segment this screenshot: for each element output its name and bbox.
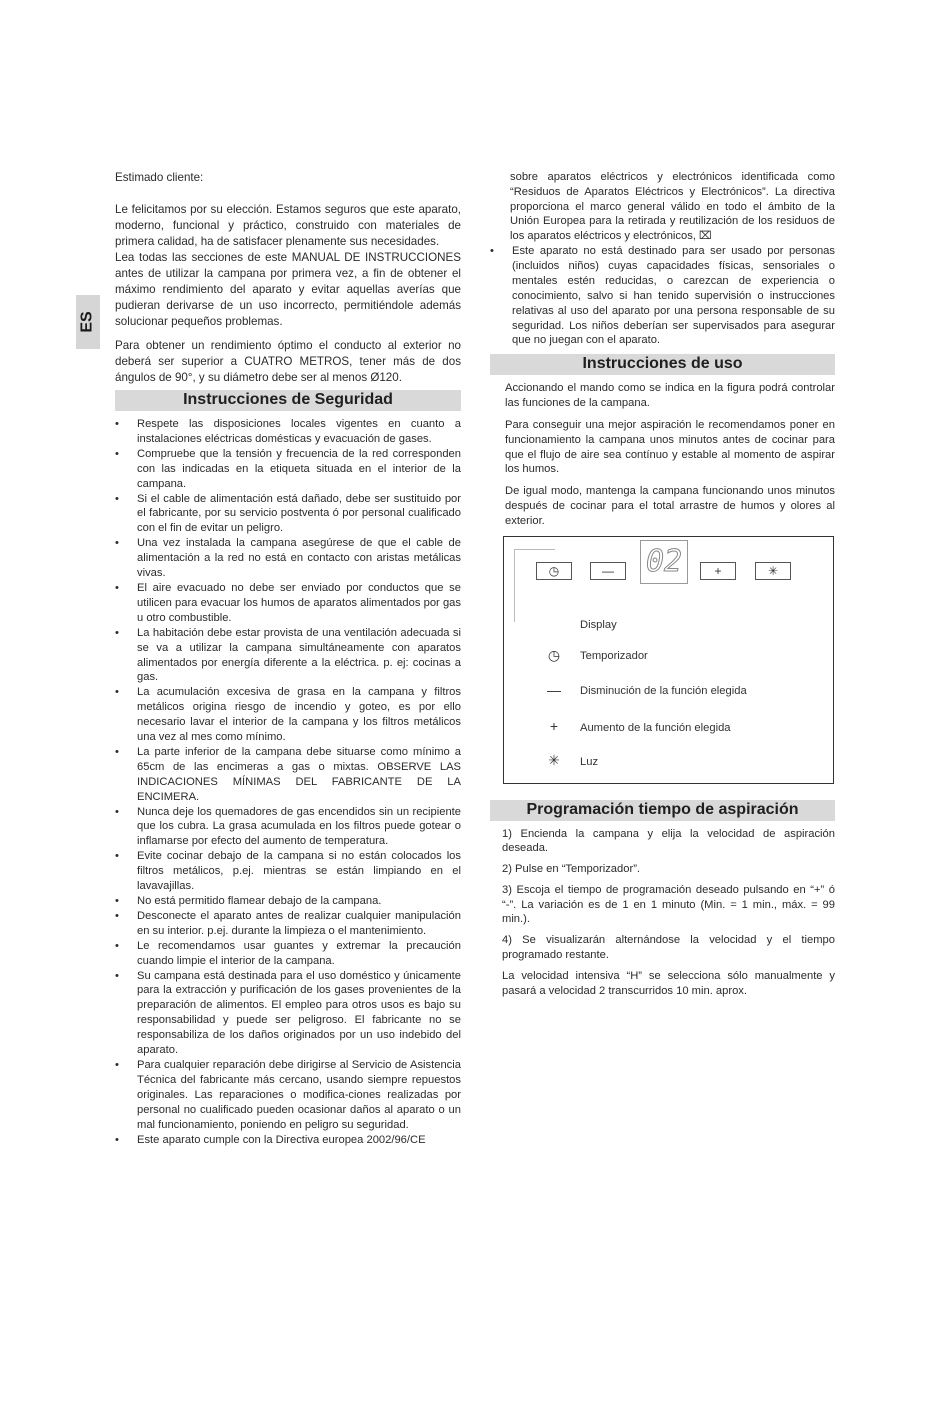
greeting: Estimado cliente: — [115, 171, 204, 184]
display-bracket — [514, 549, 555, 622]
legend-timer: Temporizador — [580, 649, 648, 662]
list-item: • Desconecte el aparato antes de realizar cualquier manipulación en su interior. p.ej. durante la limpieza o el mantenimiento. — [115, 909, 461, 939]
programming-section-title: Programación tiempo de aspiración — [490, 800, 835, 821]
list-item: • Nunca deje los quemadores de gas encendidos sin un recipiente que los cubra. La grasa acumulada en los filtros puede gotear o inflamarse por efecto del aumento de temperatura. — [115, 805, 461, 850]
use-paragraph-2: Para conseguir una mejor aspiración le recomendamos poner en funcionamiento la campana unos minutos antes de cocinar para que el flujo de aire sea contínuo y estable al momento de aspirar los humos. — [505, 418, 835, 476]
programming-step-3: 3) Escoja el tiempo de programación deseado pulsando en “+” ó “-”. La variación es de 1 en 1 minuto (Min. = 1 min., máx. = 99 min.). — [502, 883, 835, 926]
intro-paragraph-1: Le felicitamos por su elección. Estamos seguros que este aparato, moderno, funcional y práctico, construido con materiales de primera calidad, ha de satisfacer plenamente sus necesidades. — [115, 203, 461, 248]
clock-icon: ◷ — [547, 646, 561, 663]
programming-body — [490, 827, 835, 999]
list-item: • La parte inferior de la campana debe situarse como mínimo a 65cm de las encimeras a gas o mixtas. OBSERVE LAS INDICACIONES MÍNIMAS DEL FABRICANTE DE LA ENCIMERA. — [115, 745, 461, 805]
programming-step-1: 1) Encienda la campana y elija la velocidad de aspiración deseada. — [502, 827, 835, 855]
minus-button[interactable] — [590, 562, 626, 580]
continuation-paragraph: sobre aparatos eléctricos y electrónicos identificada como “Residuos de Aparatos Eléctricos y Electrónicos”. La directiva proporciona el marco general válido en todo el ámbito de la Unión Europea para la retirada y reutilización de los residuos de los aparatos eléctricos y electrónicos, — [510, 171, 835, 243]
list-item: • No está permitido flamear debajo de la campana. — [115, 894, 461, 909]
list-item: • Para cualquier reparación debe dirigirse al Servicio de Asistencia Técnica del fabricante más cercano, usando siempre repuestos originales. Las reparaciones o modifica-ciones realizadas por personal no cualificado pueden ocasionar daños al aparato o un mal funcionamiento, poniendo en peligro su seguridad. — [115, 1058, 461, 1133]
minus-icon: — — [602, 563, 614, 578]
list-item: • Este aparato cumple con la Directiva europea 2002/96/CE — [115, 1133, 461, 1148]
plus-button[interactable] — [700, 562, 736, 580]
continuation-text — [490, 170, 835, 244]
list-item: • Una vez instalada la campana asegúrese de que el cable de alimentación a la red no está en contacto con aristas metálicas vivas. — [115, 536, 461, 581]
list-item: • La habitación debe estar provista de una ventilación adecuada si se va a utilizar la campana simultáneamente con aparatos alimentados por energía diferente a la eléctrica. p. ej: cocinas a gas. — [115, 626, 461, 686]
light-icon: ✳ — [548, 751, 560, 768]
language-label: ES — [79, 311, 96, 333]
plus-icon: + — [549, 717, 559, 734]
timer-button[interactable] — [536, 562, 572, 580]
legend-plus: Aumento de la función elegida — [580, 721, 731, 734]
use-paragraph-3: De igual modo, mantenga la campana funcionando unos minutos después de cocinar para el total arrastre de humos y olores al exterior. — [505, 485, 835, 527]
plus-icon: + — [714, 563, 722, 578]
left-column — [115, 170, 461, 1147]
light-icon: ✳ — [767, 563, 779, 578]
list-item: • Este aparato no está destinado para ser usado por personas (incluidos niños) cuyas capacidades físicas, sensoriales o mentales estén reducidas, o carezcan de experiencia o conocimiento, salvo si han tenido supervisión o instrucciones relativas al uso del aparato por una persona responsable de su seguridad. Los niños deberían ser supervisados para asegurar que no juegan con el aparato. — [490, 244, 835, 348]
light-button[interactable] — [755, 562, 791, 580]
intro-paragraph-3: Para obtener un rendimiento óptimo el conducto al exterior no deberá ser superior a CUATRO METROS, tener más de dos ángulos de 90°, y su diámetro debe ser al menos Ø120. — [115, 339, 461, 384]
control-panel-diagram — [503, 536, 834, 784]
right-column — [490, 170, 835, 1004]
programming-step-2: 2) Pulse en “Temporizador”. — [502, 863, 641, 876]
legend-display: Display — [580, 618, 617, 631]
list-item: • Respete las disposiciones locales vigentes en cuanto a instalaciones eléctricas domésticas y evacuación de gases. — [115, 417, 461, 447]
display: 02 — [640, 540, 688, 584]
safety-section-title: Instrucciones de Seguridad — [115, 390, 461, 411]
continuation-list — [490, 244, 835, 348]
list-item: • Compruebe que la tensión y frecuencia de la red corresponden con las indicadas en la etiqueta situada en el interior de la campana. — [115, 447, 461, 492]
list-item: • Si el cable de alimentación está dañado, debe ser sustituido por el fabricante, por su servicio postventa ó por personal cualificado con el fin de evitar un peligro. — [115, 492, 461, 537]
programming-note: La velocidad intensiva “H” se selecciona sólo manualmente y pasará a velocidad 2 transcurridos 10 min. aprox. — [502, 969, 835, 997]
list-item: • Su campana está destinada para el uso doméstico y únicamente para la extracción y purificación de los gases provenientes de la preparación de alimentos. El empleo para otros usos es bajo su responsabilidad y puede ser peligroso. El fabricante no se responsabiliza de los daños originados por un uso indebido del aparato. — [115, 969, 461, 1058]
list-item: • Evite cocinar debajo de la campana si no están colocados los filtros metálicos, p.ej. mientras se están limpiando en el lavavajillas. — [115, 849, 461, 894]
safety-list — [115, 417, 461, 1147]
use-paragraph-1: Accionando el mando como se indica en la figura podrá controlar las funciones de la campana. — [505, 382, 835, 410]
intro-paragraph-2: Lea todas las secciones de este MANUAL DE INSTRUCCIONES antes de utilizar la campana por primera vez, a fin de obtener el máximo rendimiento del aparato y evitar aquellas averías que pudieran derivarse de un uso incorrecto, permitiéndole además solucionar pequeños problemas. — [115, 251, 461, 328]
clock-icon: ◷ — [548, 563, 560, 578]
list-item: • El aire evacuado no debe ser enviado por conductos que se utilicen para evacuar los humos de aparatos alimentados por gas u otro combustible. — [115, 581, 461, 626]
list-item: • La acumulación excesiva de grasa en la campana y filtros metálicos origina riesgo de incendio y goteo, es por ello necesario lavar el interior de la campana y los filtros metálicos una vez al mes como mínimo. — [115, 685, 461, 745]
legend-minus: Disminución de la función elegida — [580, 684, 747, 697]
list-item: • Le recomendamos usar guantes y extremar la precaución cuando limpie el interior de la campana. — [115, 939, 461, 969]
minus-icon: — — [547, 681, 561, 698]
use-section-title: Instrucciones de uso — [490, 354, 835, 375]
language-tab — [76, 295, 100, 349]
weee-bin-icon: ⌧ — [699, 230, 712, 243]
programming-step-4: 4) Se visualizarán alternándose la velocidad y el tiempo programado restante. — [502, 934, 835, 962]
legend-light: Luz — [580, 755, 599, 768]
use-body — [490, 381, 835, 528]
